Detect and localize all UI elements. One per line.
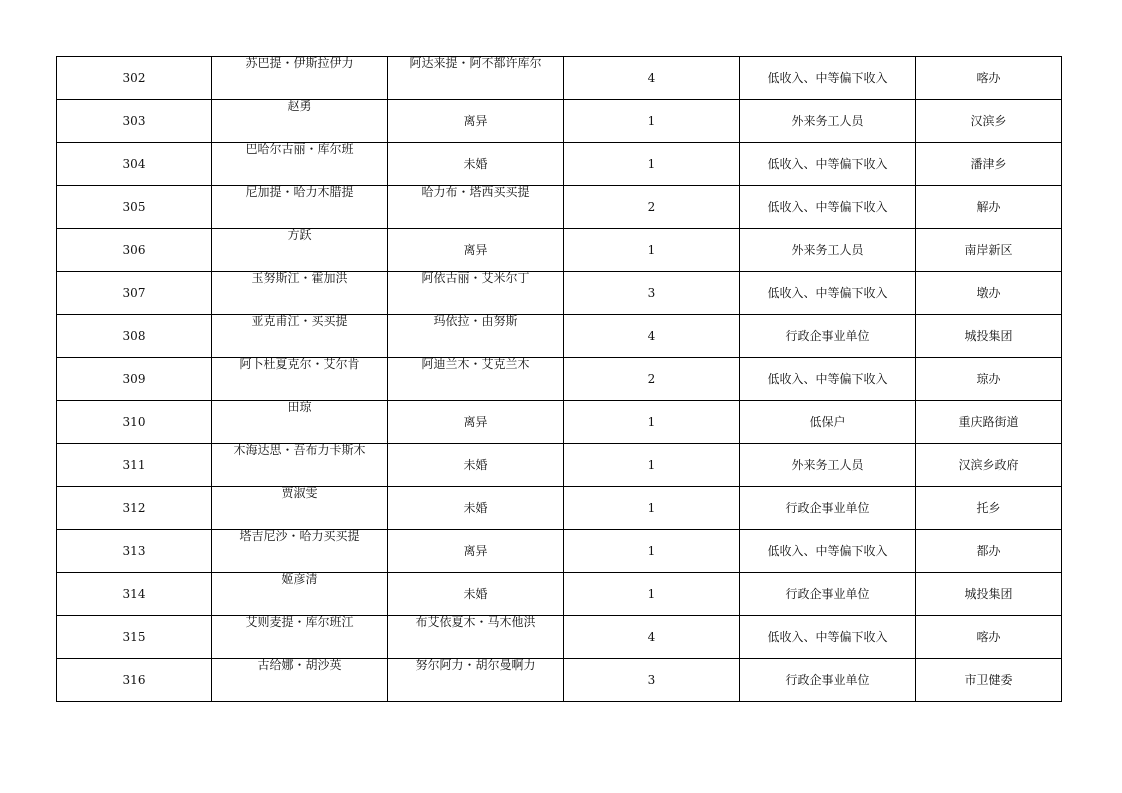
cell-category: 低收入、中等偏下收入 <box>740 358 916 401</box>
cell-serial-number: 306 <box>57 229 212 272</box>
cell-category: 低收入、中等偏下收入 <box>740 57 916 100</box>
cell-spouse-name: 离异 <box>388 401 564 444</box>
cell-household-count: 1 <box>564 143 740 186</box>
cell-serial-number: 308 <box>57 315 212 358</box>
cell-applicant-name: 姬彦清 <box>212 573 388 616</box>
cell-category: 行政企事业单位 <box>740 573 916 616</box>
cell-serial-number: 302 <box>57 57 212 100</box>
cell-applicant-name: 艾则麦提・库尔班江 <box>212 616 388 659</box>
cell-unit: 喀办 <box>916 616 1062 659</box>
cell-household-count: 1 <box>564 401 740 444</box>
cell-serial-number: 315 <box>57 616 212 659</box>
cell-unit: 城投集团 <box>916 573 1062 616</box>
cell-category: 行政企事业单位 <box>740 659 916 702</box>
cell-applicant-name: 苏巴提・伊斯拉伊力 <box>212 57 388 100</box>
cell-spouse-name: 未婚 <box>388 573 564 616</box>
cell-category: 行政企事业单位 <box>740 487 916 530</box>
cell-category: 行政企事业单位 <box>740 315 916 358</box>
cell-household-count: 1 <box>564 229 740 272</box>
cell-serial-number: 316 <box>57 659 212 702</box>
cell-spouse-name: 努尔阿力・胡尔曼啊力 <box>388 659 564 702</box>
cell-spouse-name: 未婚 <box>388 487 564 530</box>
table-row <box>57 57 1062 100</box>
cell-serial-number: 314 <box>57 573 212 616</box>
cell-household-count: 1 <box>564 444 740 487</box>
table-row <box>57 229 1062 272</box>
cell-spouse-name: 离异 <box>388 100 564 143</box>
cell-household-count: 2 <box>564 358 740 401</box>
cell-serial-number: 310 <box>57 401 212 444</box>
table-body <box>57 57 1062 702</box>
cell-unit: 解办 <box>916 186 1062 229</box>
cell-spouse-name: 阿达来提・阿不都许库尔 <box>388 57 564 100</box>
cell-unit: 汉滨乡政府 <box>916 444 1062 487</box>
cell-applicant-name: 古给娜・胡沙英 <box>212 659 388 702</box>
cell-applicant-name: 田琼 <box>212 401 388 444</box>
cell-serial-number: 311 <box>57 444 212 487</box>
table-row <box>57 401 1062 444</box>
cell-unit: 南岸新区 <box>916 229 1062 272</box>
cell-applicant-name: 玉努斯江・霍加洪 <box>212 272 388 315</box>
cell-category: 低收入、中等偏下收入 <box>740 143 916 186</box>
cell-spouse-name: 玛依拉・由努斯 <box>388 315 564 358</box>
cell-household-count: 4 <box>564 315 740 358</box>
cell-unit: 墩办 <box>916 272 1062 315</box>
cell-serial-number: 307 <box>57 272 212 315</box>
cell-unit: 重庆路街道 <box>916 401 1062 444</box>
cell-serial-number: 305 <box>57 186 212 229</box>
cell-serial-number: 312 <box>57 487 212 530</box>
table-row <box>57 573 1062 616</box>
cell-applicant-name: 塔吉尼沙・哈力买买提 <box>212 530 388 573</box>
cell-applicant-name: 木海达思・吾布力卡斯木 <box>212 444 388 487</box>
table-row <box>57 272 1062 315</box>
table-row <box>57 659 1062 702</box>
cell-household-count: 3 <box>564 272 740 315</box>
cell-household-count: 3 <box>564 659 740 702</box>
cell-category: 外来务工人员 <box>740 444 916 487</box>
cell-unit: 汉滨乡 <box>916 100 1062 143</box>
cell-spouse-name: 布艾依夏木・马木他洪 <box>388 616 564 659</box>
cell-category: 低收入、中等偏下收入 <box>740 272 916 315</box>
cell-unit: 城投集团 <box>916 315 1062 358</box>
cell-household-count: 1 <box>564 100 740 143</box>
cell-category: 外来务工人员 <box>740 229 916 272</box>
housing-list-table <box>56 56 1062 702</box>
cell-applicant-name: 阿卜杜夏克尔・艾尔肯 <box>212 358 388 401</box>
table-row <box>57 100 1062 143</box>
cell-serial-number: 303 <box>57 100 212 143</box>
cell-unit: 市卫健委 <box>916 659 1062 702</box>
table-row <box>57 358 1062 401</box>
cell-unit: 托乡 <box>916 487 1062 530</box>
cell-household-count: 2 <box>564 186 740 229</box>
cell-applicant-name: 赵勇 <box>212 100 388 143</box>
cell-unit: 潘津乡 <box>916 143 1062 186</box>
cell-spouse-name: 未婚 <box>388 444 564 487</box>
cell-spouse-name: 未婚 <box>388 143 564 186</box>
table-row <box>57 315 1062 358</box>
cell-spouse-name: 离异 <box>388 229 564 272</box>
table-row <box>57 530 1062 573</box>
table-row <box>57 143 1062 186</box>
cell-serial-number: 313 <box>57 530 212 573</box>
table-row <box>57 616 1062 659</box>
cell-household-count: 1 <box>564 573 740 616</box>
cell-applicant-name: 方跃 <box>212 229 388 272</box>
cell-serial-number: 304 <box>57 143 212 186</box>
table-row <box>57 487 1062 530</box>
cell-applicant-name: 亚克甫江・买买提 <box>212 315 388 358</box>
cell-household-count: 1 <box>564 487 740 530</box>
cell-household-count: 1 <box>564 530 740 573</box>
table-row <box>57 444 1062 487</box>
cell-applicant-name: 巴哈尔古丽・库尔班 <box>212 143 388 186</box>
cell-serial-number: 309 <box>57 358 212 401</box>
cell-household-count: 4 <box>564 616 740 659</box>
cell-spouse-name: 哈力布・塔西买买提 <box>388 186 564 229</box>
cell-applicant-name: 贾淑雯 <box>212 487 388 530</box>
cell-applicant-name: 尼加提・哈力木腊提 <box>212 186 388 229</box>
cell-category: 低收入、中等偏下收入 <box>740 530 916 573</box>
cell-unit: 喀办 <box>916 57 1062 100</box>
cell-category: 低收入、中等偏下收入 <box>740 186 916 229</box>
cell-household-count: 4 <box>564 57 740 100</box>
cell-category: 低收入、中等偏下收入 <box>740 616 916 659</box>
cell-category: 外来务工人员 <box>740 100 916 143</box>
cell-unit: 都办 <box>916 530 1062 573</box>
cell-spouse-name: 离异 <box>388 530 564 573</box>
cell-category: 低保户 <box>740 401 916 444</box>
cell-spouse-name: 阿迪兰木・艾克兰木 <box>388 358 564 401</box>
table-row <box>57 186 1062 229</box>
cell-spouse-name: 阿依古丽・艾米尔丁 <box>388 272 564 315</box>
cell-unit: 琼办 <box>916 358 1062 401</box>
